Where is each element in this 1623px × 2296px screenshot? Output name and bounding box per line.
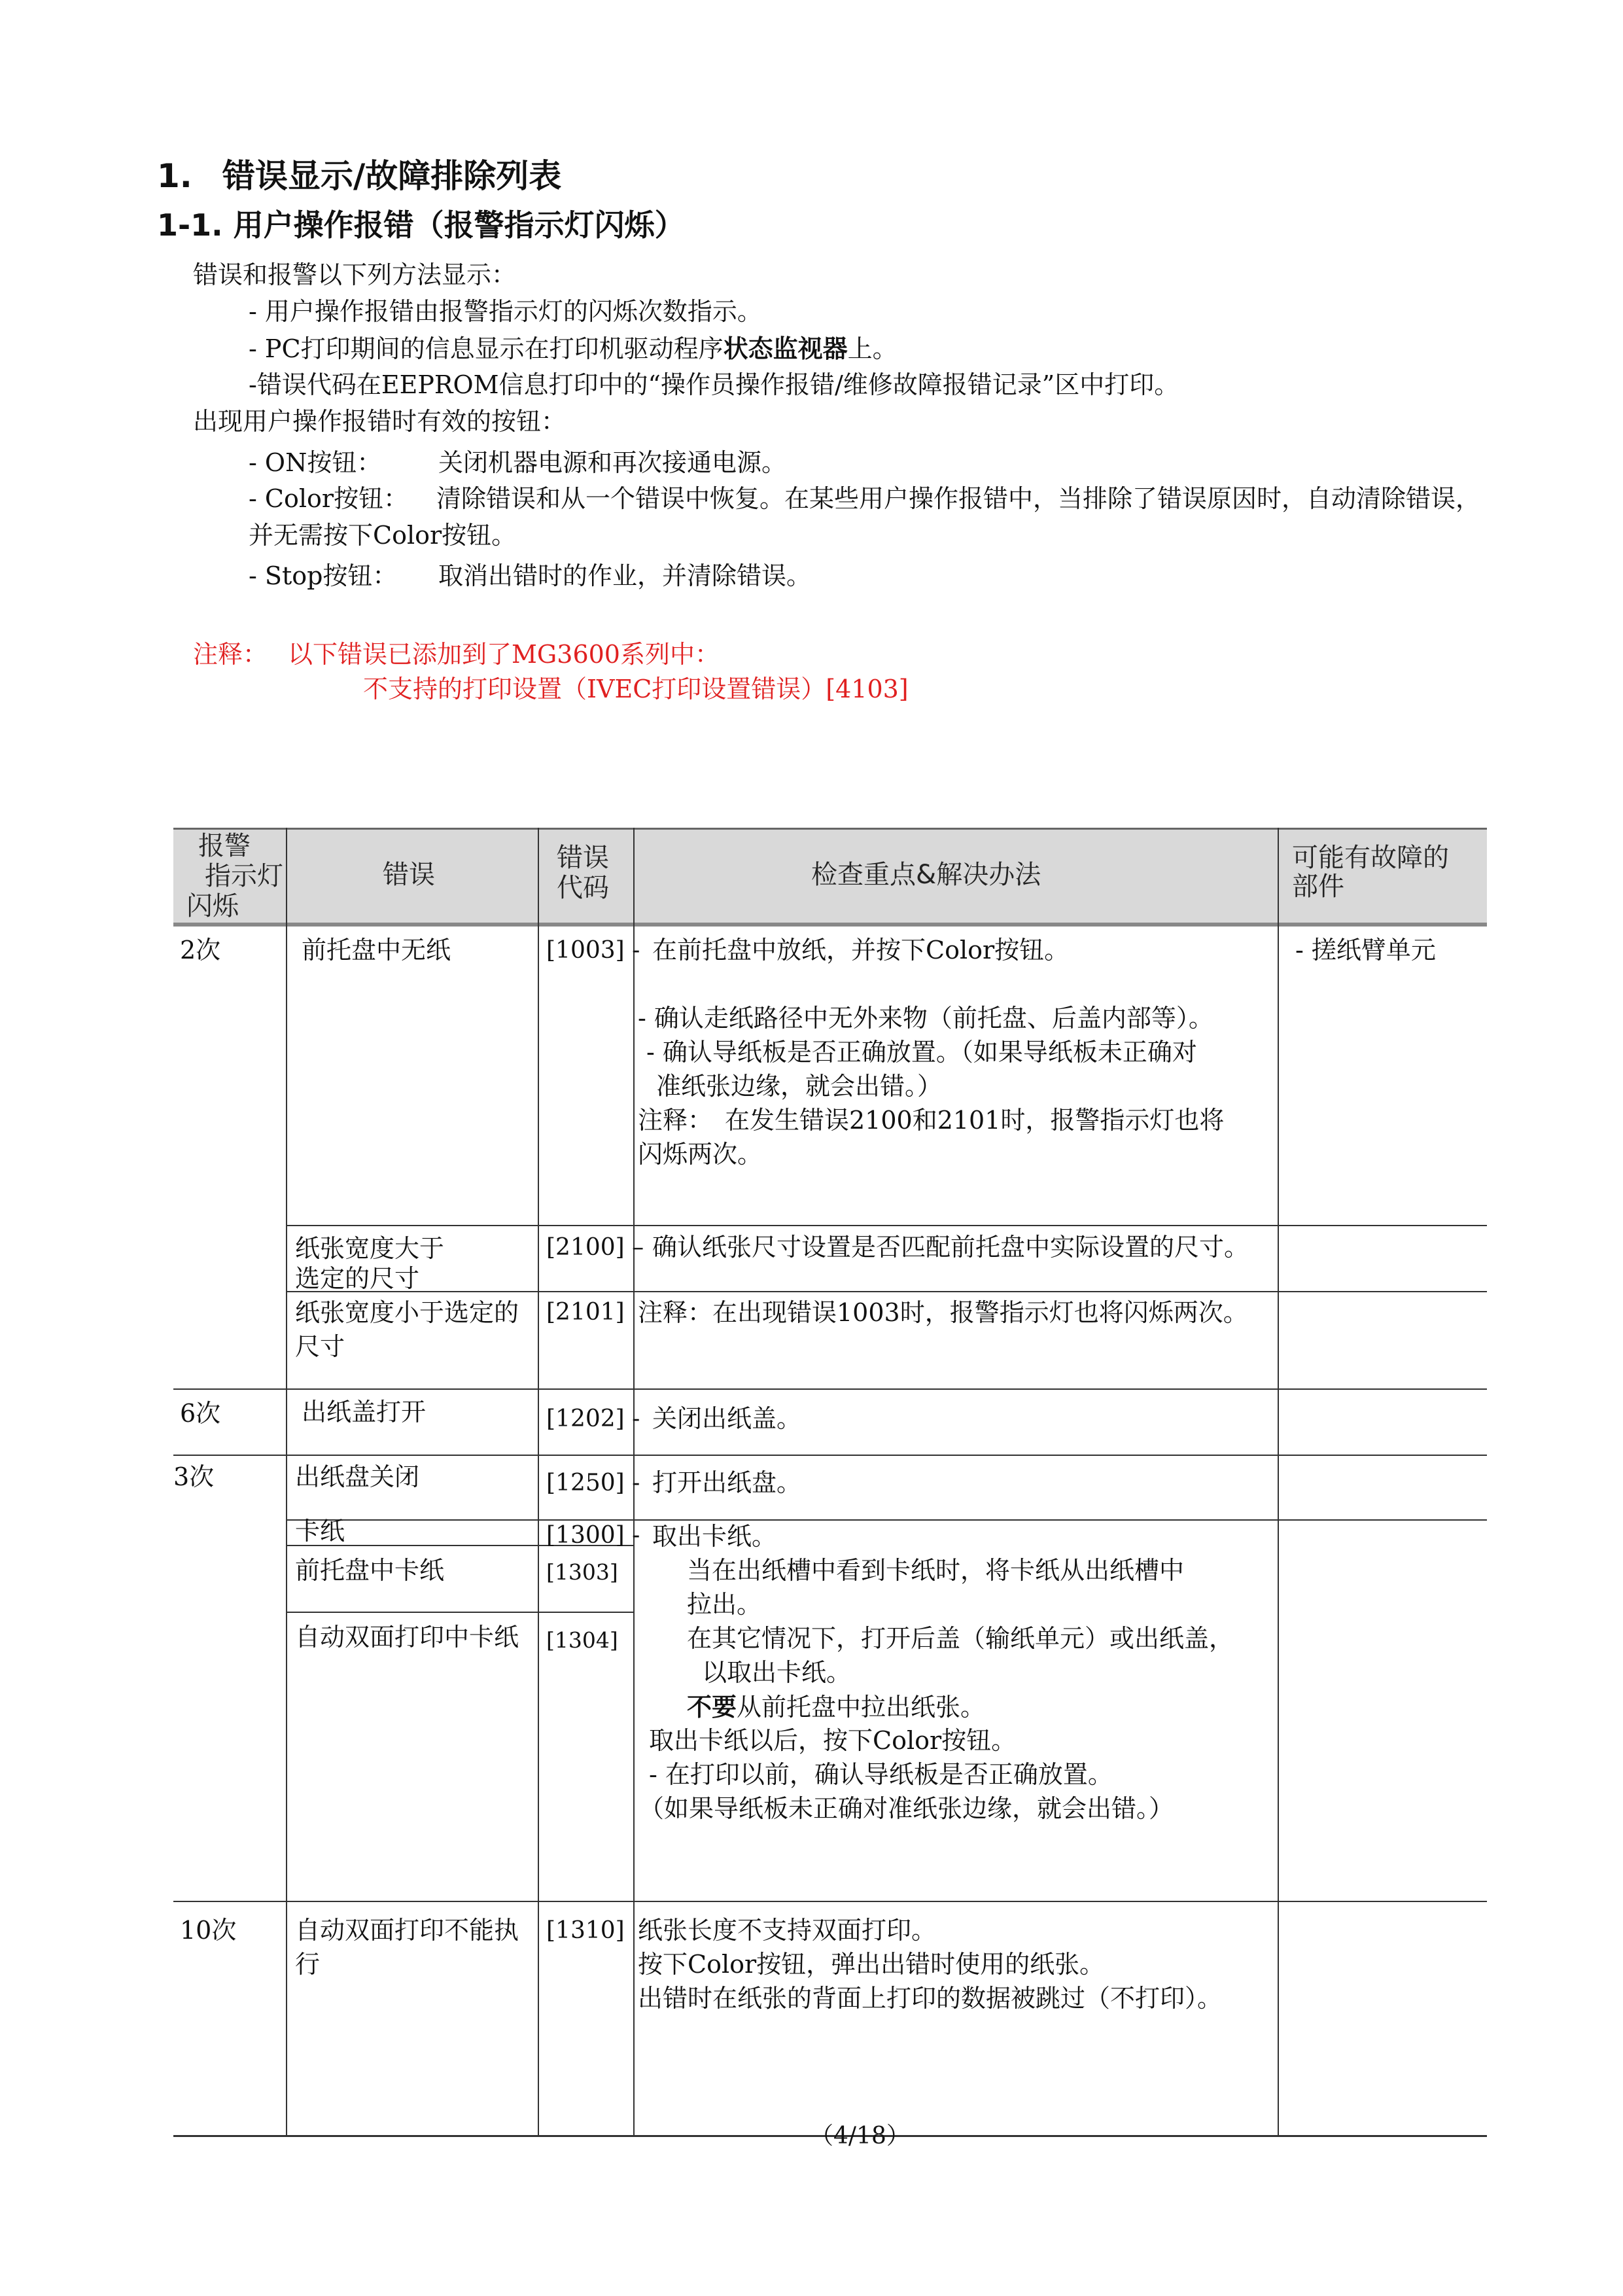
solution-line: 出错时在纸张的背面上打印的数据被跳过（不打印）。 xyxy=(638,1984,1223,2013)
error-name: 卡纸 xyxy=(295,1517,345,1545)
note-label: 注释： xyxy=(193,640,268,669)
error-code: [1310] xyxy=(546,1917,625,1944)
error-name: 行 xyxy=(295,1950,321,1979)
on-button-label: - ON按钮： xyxy=(249,448,382,477)
header-blink-2: 指示灯 xyxy=(205,861,283,891)
error-code: [1300] - xyxy=(546,1522,640,1549)
header-parts-1: 可能有故障的 xyxy=(1292,843,1449,873)
error-name: 自动双面打印中卡纸 xyxy=(295,1623,519,1651)
divider xyxy=(173,1901,1487,1902)
header-solution: 检查重点&解决办法 xyxy=(811,860,1041,890)
error-name: 纸张宽度小于选定的 xyxy=(295,1298,519,1327)
error-code: [1303] xyxy=(546,1559,618,1585)
solution-line: - 确认走纸路径中无外来物（前托盘、后盖内部等）。 xyxy=(638,1004,1213,1033)
header-blink-1: 报警 xyxy=(198,831,251,861)
divider xyxy=(173,1388,1487,1390)
error-code: [1304] xyxy=(546,1627,618,1653)
header-error: 错误 xyxy=(383,860,435,890)
blink-count: 6次 xyxy=(180,1399,221,1428)
error-table xyxy=(173,828,1487,2136)
color-button-label: - Color按钮： xyxy=(249,484,409,513)
header-code-2: 代码 xyxy=(557,873,609,903)
intro-bullet-3: -错误代码在EEPROM信息打印中的“操作员操作报错/维修故障报错记录”区中打印。 xyxy=(249,370,1179,399)
divider xyxy=(1278,925,1279,2136)
solution-line: 打开出纸盘。 xyxy=(652,1468,802,1497)
solution-line: 注释：在出现错误1003时，报警指示灯也将闪烁两次。 xyxy=(638,1298,1248,1327)
solution-line: 注释： 在发生错误2100和2101时，报警指示灯也将 xyxy=(638,1106,1225,1135)
divider xyxy=(633,828,635,925)
page-number: （4/18） xyxy=(810,2123,910,2149)
divider xyxy=(1278,828,1279,925)
divider xyxy=(286,1612,633,1613)
solution-line: 在前托盘中放纸，并按下Color按钮。 xyxy=(652,936,1070,964)
intro-line-1: 错误和报警以下列方法显示： xyxy=(193,260,517,289)
solution-line: - 确认导纸板是否正确放置。（如果导纸板未正确对 xyxy=(646,1038,1197,1067)
on-button-desc: 关闭机器电源和再次接通电源。 xyxy=(438,448,787,477)
solution-line: 拉出。 xyxy=(687,1590,762,1619)
error-code: [1202] - xyxy=(546,1405,640,1432)
solution-line: 关闭出纸盖。 xyxy=(652,1404,802,1433)
intro-bullet-2-pre: - PC打印期间的信息显示在打印机驱动程序 xyxy=(249,334,724,363)
section-title: 错误显示/故障排除列表 xyxy=(222,157,562,195)
divider xyxy=(286,1519,1487,1521)
section-number: 1. xyxy=(157,157,192,195)
do-not-emphasis: 不要 xyxy=(687,1692,737,1722)
note-text-2: 不支持的打印设置（IVEC打印设置错误）[4103] xyxy=(363,675,909,703)
solution-line: 取出卡纸。 xyxy=(652,1522,777,1551)
faulty-part: - 搓纸臂单元 xyxy=(1295,936,1436,964)
header-code-1: 错误 xyxy=(557,843,609,873)
note-text-1: 以下错误已添加到了MG3600系列中： xyxy=(288,640,720,669)
color-button-desc-2: 并无需按下Color按钮。 xyxy=(249,521,517,550)
solution-line: 以取出卡纸。 xyxy=(702,1658,852,1687)
divider xyxy=(286,1225,1487,1226)
error-name: 前托盘中无纸 xyxy=(302,936,451,964)
solution-line: 确认纸张尺寸设置是否匹配前托盘中实际设置的尺寸。 xyxy=(652,1233,1249,1262)
section-heading xyxy=(157,152,561,201)
intro-line-2: 出现用户操作报错时有效的按钮： xyxy=(193,407,567,436)
divider xyxy=(286,828,287,925)
error-code: [1003] - xyxy=(546,937,640,964)
solution-line: 闪烁两次。 xyxy=(638,1140,763,1169)
error-code: [2101] xyxy=(546,1299,625,1326)
status-monitor-term: 状态监视器 xyxy=(723,334,848,363)
divider xyxy=(286,925,287,2136)
error-name: 出纸盘关闭 xyxy=(295,1462,420,1491)
solution-line: 当在出纸槽中看到卡纸时，将卡纸从出纸槽中 xyxy=(687,1556,1185,1585)
solution-line: - 在打印以前，确认导纸板是否正确放置。 xyxy=(649,1760,1113,1789)
divider xyxy=(538,828,539,925)
stop-button-desc: 取消出错时的作业，并清除错误。 xyxy=(438,561,812,590)
solution-line: 按下Color按钮，弹出出错时使用的纸张。 xyxy=(638,1950,1105,1979)
intro-bullet-2 xyxy=(249,330,898,368)
solution-line xyxy=(687,1690,985,1724)
error-name: 纸张宽度大于 xyxy=(295,1234,445,1263)
error-code: [2100] – xyxy=(546,1234,644,1261)
solution-line: 取出卡纸以后，按下Color按钮。 xyxy=(649,1726,1017,1755)
blink-count: 2次 xyxy=(180,936,221,964)
intro-bullet-1: - 用户操作报错由报警指示灯的闪烁次数指示。 xyxy=(249,297,762,326)
solution-line-rest: 从前托盘中拉出纸张。 xyxy=(737,1693,986,1722)
error-name: 自动双面打印不能执 xyxy=(295,1916,519,1945)
error-name: 尺寸 xyxy=(295,1332,345,1361)
blink-count: 3次 xyxy=(173,1462,215,1491)
solution-line: （如果导纸板未正确对准纸张边缘，就会出错。） xyxy=(639,1794,1174,1823)
solution-line: 纸张长度不支持双面打印。 xyxy=(638,1916,937,1945)
stop-button-label: - Stop按钮： xyxy=(249,561,398,590)
intro-bullet-2-post: 上。 xyxy=(847,334,898,363)
error-name: 前托盘中卡纸 xyxy=(295,1556,445,1585)
header-blink-3: 闪烁 xyxy=(186,891,239,921)
blink-count: 10次 xyxy=(180,1916,237,1945)
solution-line: 准纸张边缘，就会出错。） xyxy=(656,1072,943,1101)
header-parts-2: 部件 xyxy=(1292,872,1344,902)
error-code: [1250] - xyxy=(546,1470,640,1496)
error-name: 出纸盖打开 xyxy=(302,1398,427,1426)
error-name: 选定的尺寸 xyxy=(295,1264,420,1293)
divider xyxy=(286,1291,1487,1292)
divider xyxy=(538,925,539,2136)
subsection-heading: 1-1. 用户操作报错（报警指示灯闪烁） xyxy=(157,207,685,243)
solution-line: 在其它情况下，打开后盖（输纸单元）或出纸盖， xyxy=(687,1624,1234,1653)
color-button-desc: 清除错误和从一个错误中恢复。在某些用户操作报错中，当排除了错误原因时，自动清除错误， xyxy=(436,484,1481,513)
divider xyxy=(173,1455,1487,1456)
